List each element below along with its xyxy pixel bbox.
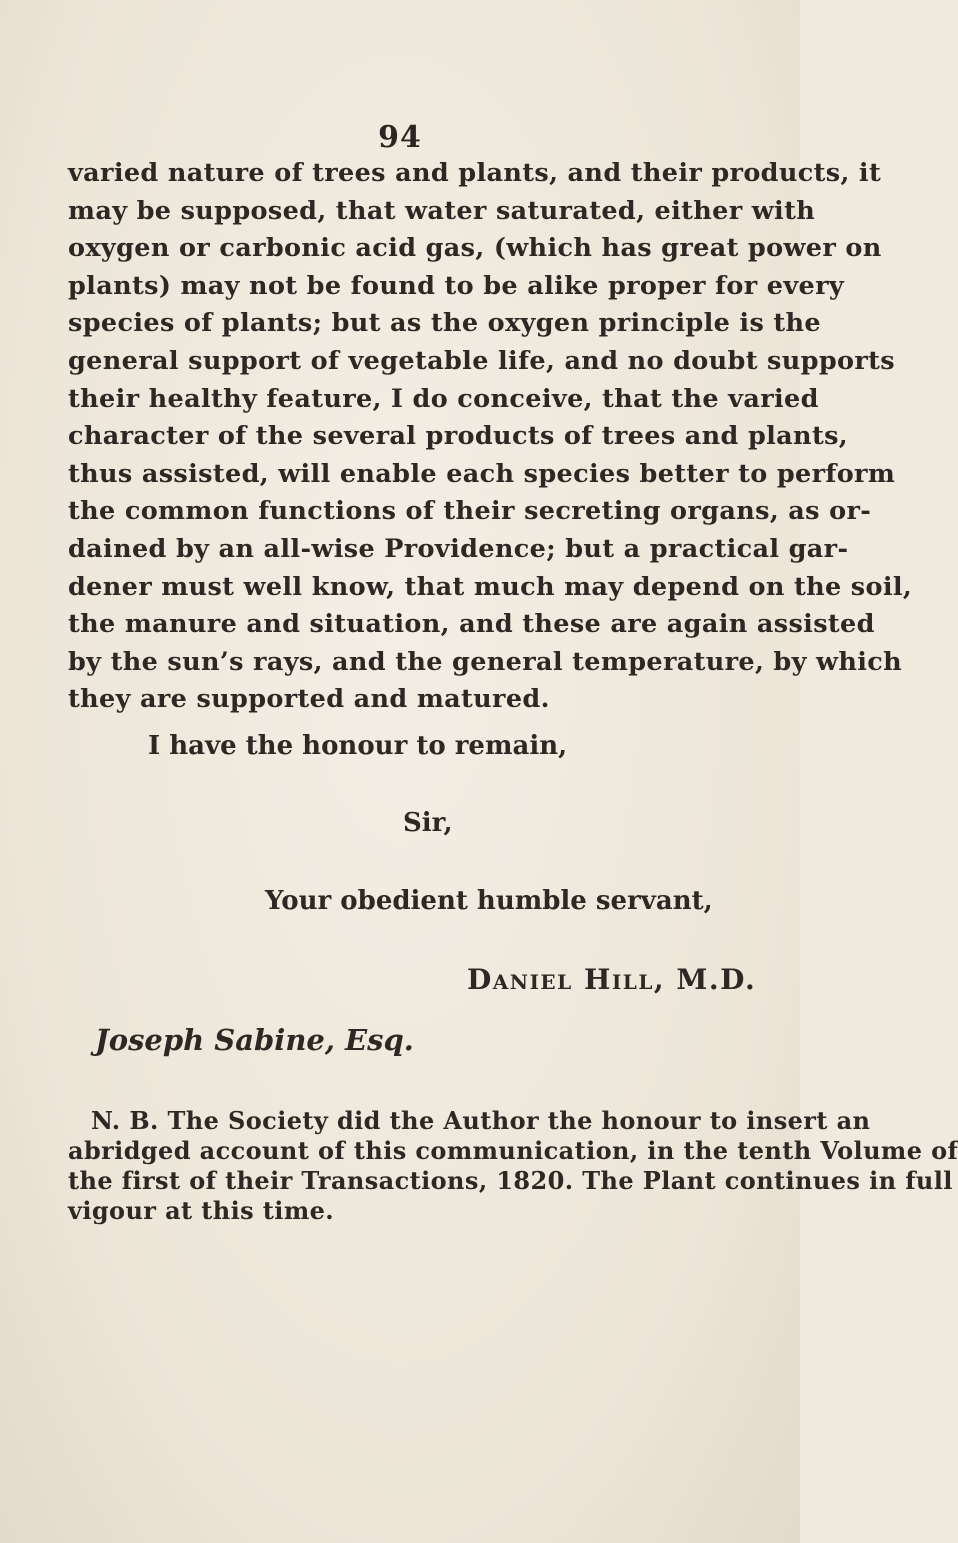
body-line: character of the several products of trees and plants, xyxy=(68,421,849,452)
footnote xyxy=(68,1106,958,1226)
signature: Daniel Hill, M.D. xyxy=(467,963,757,996)
body-line: species of plants; but as the oxygen principle is the xyxy=(68,308,821,339)
body-line: by the sun’s rays, and the general temperature, by which xyxy=(68,646,903,677)
closing-servant: Your obedient humble servant, xyxy=(265,886,713,916)
note-line: N. B. The Society did the Author the honour to insert an xyxy=(91,1106,871,1135)
body-line: may be supposed, that water saturated, either with xyxy=(68,195,816,226)
addressee: Joseph Sabine, Esq. xyxy=(95,1023,414,1057)
body-line: the common functions of their secreting organs, as or- xyxy=(68,496,872,527)
body-line: they are supported and matured. xyxy=(68,684,550,715)
body-line: thus assisted, will enable each species better to perform xyxy=(68,458,896,489)
body-line: varied nature of trees and plants, and their products, it xyxy=(68,158,882,188)
note-line: the first of their Transactions, 1820. The Plant continues in full xyxy=(68,1166,953,1195)
note-line: abridged account of this communication, in the tenth Volume of xyxy=(68,1136,958,1165)
body-line: dener must well know, that much may depend on the soil, xyxy=(68,571,913,602)
closing-salutation: Sir, xyxy=(403,808,453,838)
body-line: dained by an all-wise Providence; but a practical gar- xyxy=(68,533,849,564)
body-paragraph xyxy=(68,155,913,719)
note-line: vigour at this time. xyxy=(68,1196,335,1225)
body-line: the manure and situation, and these are again assisted xyxy=(68,609,875,640)
body-line: their healthy feature, I do conceive, that the varied xyxy=(68,383,819,414)
body-line: plants) may not be found to be alike proper for every xyxy=(68,270,845,301)
page-number: 94 xyxy=(378,120,422,155)
closing-remain: I have the honour to remain, xyxy=(148,731,568,761)
body-line: oxygen or carbonic acid gas, (which has great power on xyxy=(68,233,882,264)
body-line: general support of vegetable life, and no doubt supports xyxy=(68,345,895,376)
